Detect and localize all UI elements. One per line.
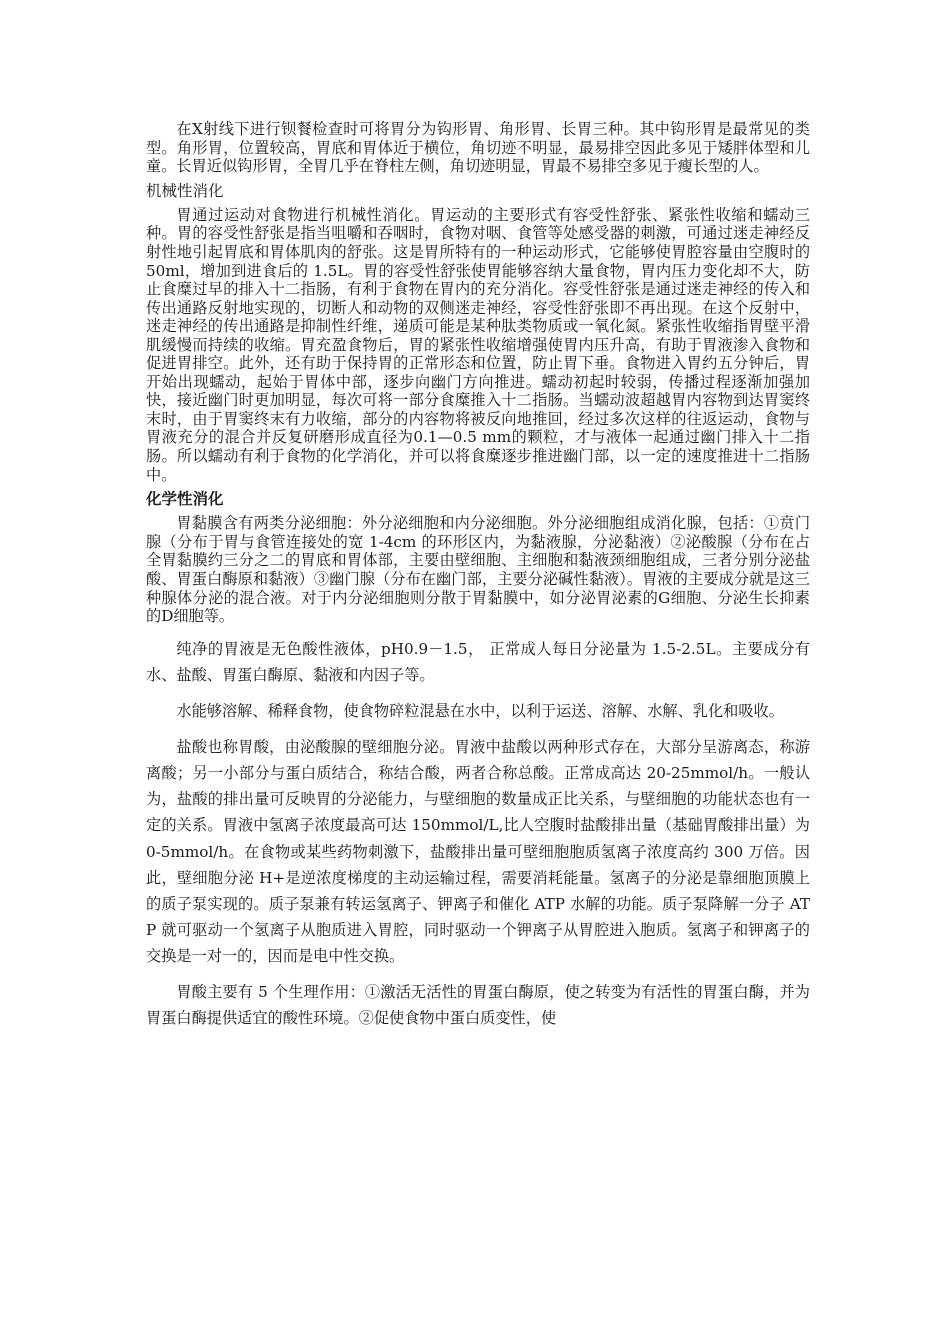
paragraph-water-function: 水能够溶解、稀释食物，使食物碎粒混悬在水中，以利于运送、溶解、水解、乳化和吸收。 (176, 701, 784, 720)
document-page (146, 120, 810, 1032)
heading-chemical-digestion: 化学性消化 (146, 490, 224, 509)
paragraph-gastric-mucosa-cells: 胃黏膜含有两类分泌细胞：外分泌细胞和内分泌细胞。外分泌细胞组成消化腺，包括：①贲门腺（分布于胃与食管连接处的宽 1-4cm 的环形区内，为黏液腺，分泌黏液）②泌酸腺（分布在占全胃黏膜约三分之二的胃底和胃体部，主要由壁细胞、主细胞和黏液颈细胞组成，三者分别分泌盐酸、胃蛋白酶原和黏液）③幽门腺（分布在幽门部，主要分泌碱性黏液）。胃液的主要成分就是这三种腺体分泌的混合液。对于内分泌细胞则分散于胃黏膜中，如分泌胃泌素的G细胞、分泌生长抑素的D细胞等。 (146, 514, 810, 626)
paragraph-gastric-acid-functions: 胃酸主要有 5 个生理作用：①激活无活性的胃蛋白酶原，使之转变为有活性的胃蛋白酶，并为胃蛋白酶提供适宜的酸性环境。②促使食物中蛋白质变性，使 (146, 983, 810, 1028)
paragraph-gastric-juice: 纯净的胃液是无色酸性液体，pH0.9－1.5， 正常成人每日分泌量为 1.5-2.5L。主要成分有水、盐酸、胃蛋白酶原、黏液和内因子等。 (146, 639, 810, 684)
heading-mechanical-digestion: 机械性消化 (146, 181, 224, 200)
paragraph-stomach-shapes: 在X射线下进行钡餐检查时可将胃分为钩形胃、角形胃、长胃三种。其中钩形胃是最常见的类型。角形胃，位置较高，胃底和胃体近于横位，角切迹不明显，最易排空因此多见于矮胖体型和儿童。长胃近似钩形胃，全胃几乎在脊柱左侧，角切迹明显，胃最不易排空多见于瘦长型的人。 (146, 120, 810, 176)
paragraph-stomach-motility: 胃通过运动对食物进行机械性消化。胃运动的主要形式有容受性舒张、紧张性收缩和蠕动三种。胃的容受性舒张是指当咀嚼和吞咽时，食物对咽、食管等处感受器的刺激，可通过迷走神经反射性地引起胃底和胃体肌肉的舒张。这是胃所特有的一种运动形式，它能够使胃腔容量由空腹时的 50ml，增加到进食后的 1.5L。胃的容受性舒张使胃能够容纳大量食物，胃内压力变化却不大，防止食糜过早的排入十二指肠，有利于食物在胃内的充分消化。容受性舒张是通过迷走神经的传入和传出通路反射地实现的，切断人和动物的双侧迷走神经，容受性舒张即不再出现。在这个反射中，迷走神经的传出通路是抑制性纤维，递质可能是某种肽类物质或一氧化氮。紧张性收缩指胃壁平滑肌缓慢而持续的收缩。胃充盈食物后，胃的紧张性收缩增强使胃内压升高，有助于胃液渗入食物和促进胃排空。此外，还有助于保持胃的正常形态和位置，防止胃下垂。食物进入胃约五分钟后，胃开始出现蠕动，起始于胃体中部，逐步向幽门方向推进。蠕动初起时较弱，传播过程逐渐加强加快，接近幽门时更加明显，每次可将一部分食糜推入十二指肠。当蠕动波超越胃内容物到达胃窦终末时，由于胃窦终末有力收缩，部分的内容物将被反向地推回，经过多次这样的往返运动，食物与胃液充分的混合并反复研磨形成直径为0.1—0.5 mm的颗粒，才与液体一起通过幽门排入十二指肠。所以蠕动有利于食物的化学消化，并可以将食糜逐步推进幽门部，以一定的速度推进十二指肠中。 (146, 205, 810, 484)
paragraph-hydrochloric-acid: 盐酸也称胃酸，由泌酸腺的壁细胞分泌。胃液中盐酸以两种形式存在，大部分呈游离态，称游离酸；另一小部分与蛋白质结合，称结合酸，两者合称总酸。正常成高达 20-25mmol/h。一般认为，盐酸的排出量可反映胃的分泌能力，与壁细胞的数量成正比关系，与壁细胞的功能状态也有一定的关系。胃液中氢离子浓度最高可达 150mmol/L,比人空腹时盐酸排出量（基础胃酸排出量）为 0-5mmol/h。在食物或某些药物刺激下，盐酸排出量可壁细胞胞质氢离子浓度高约 300 万倍。因此，壁细胞分泌 H+是逆浓度梯度的主动运输过程，需要消耗能量。氢离子的分泌是靠细胞顶膜上的质子泵实现的。质子泵兼有转运氢离子、钾离子和催化 ATP 水解的功能。质子泵降解一分子 ATP 就可驱动一个氢离子从胞质进入胃腔，同时驱动一个钾离子从胃腔进入胞质。氢离子和钾离子的交换是一对一的，因而是电中性交换。 (146, 738, 811, 966)
